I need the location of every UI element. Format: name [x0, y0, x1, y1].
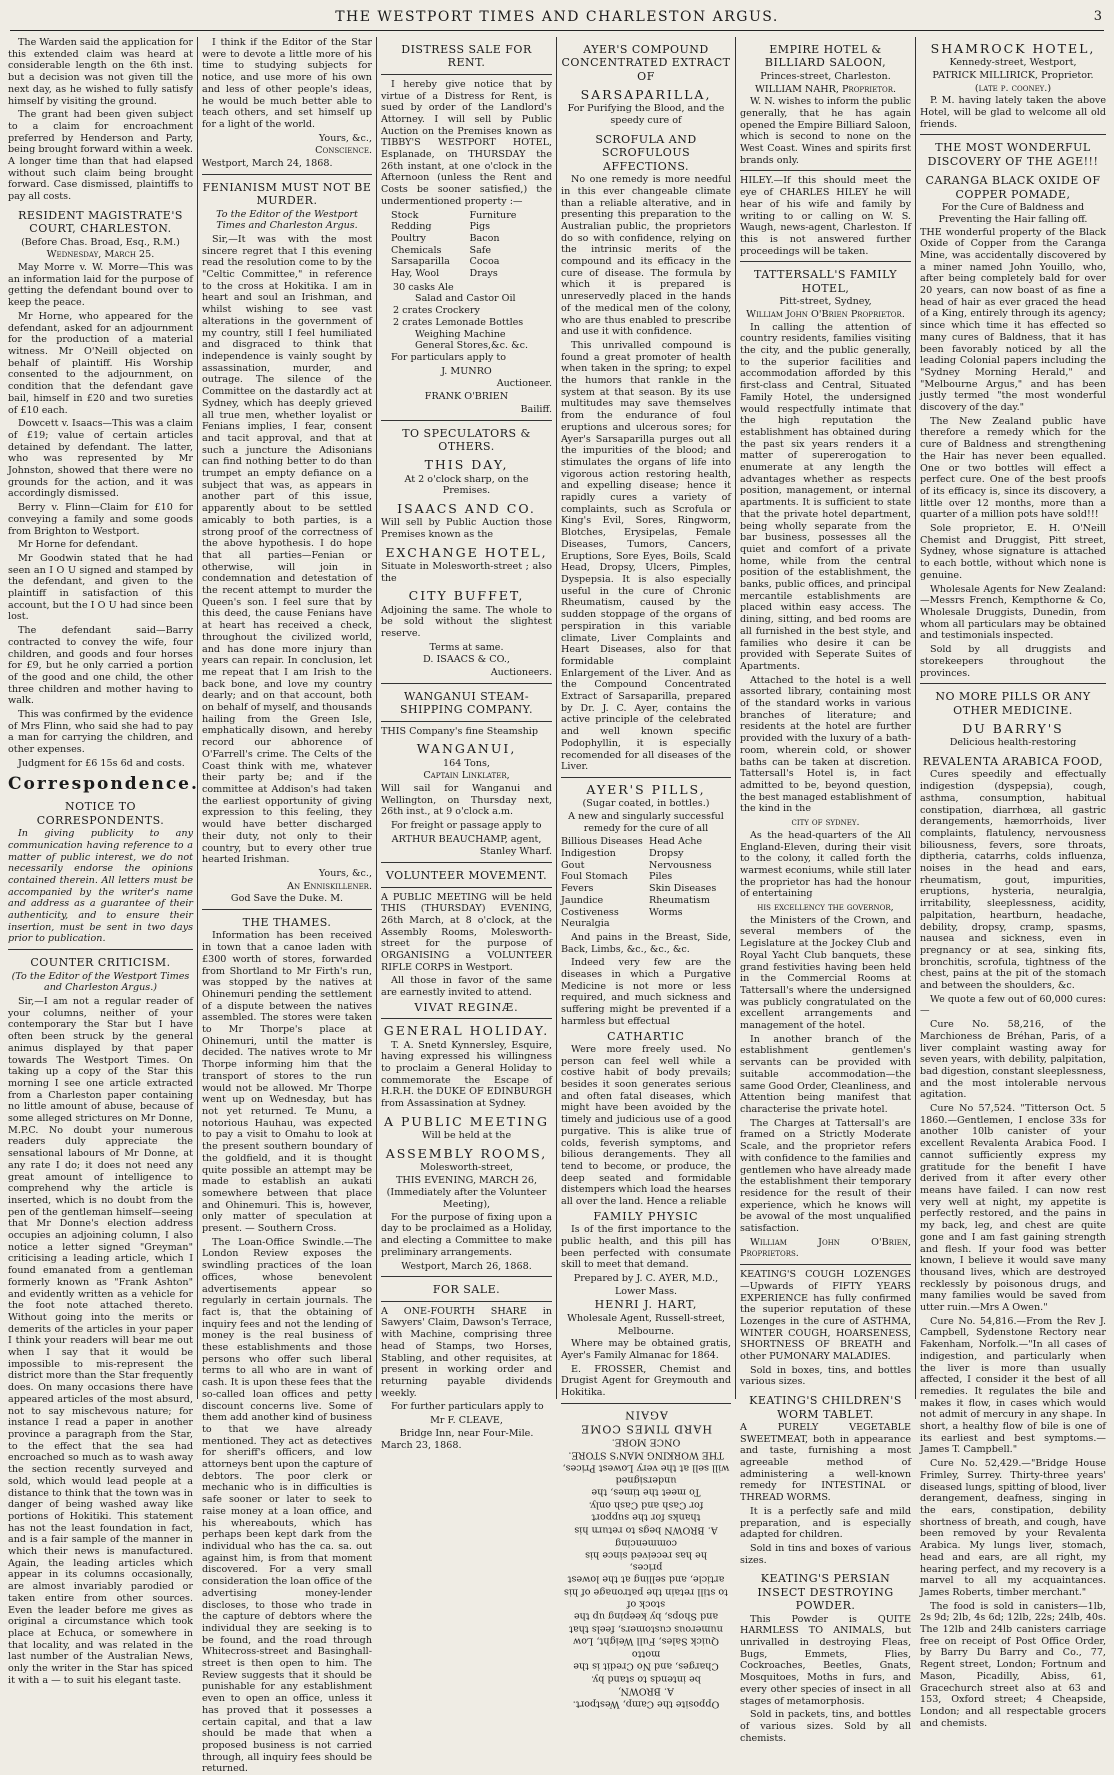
list-item: 2 crates Crockery — [393, 305, 480, 317]
paragraph: Indeed very few are the diseases in which a Purgative Medicine is not more or less required, and much sickness and suffering might be prevented if a harmless but effectual — [561, 957, 731, 1027]
list-item: Indigestion — [561, 848, 616, 860]
paragraph: All those in favor of the same are earnestly invited to attend. — [381, 975, 552, 999]
ad-line: Bridge Inn, near Four-Mile. — [399, 1427, 534, 1439]
column-5 — [740, 37, 911, 1744]
ad-line: HARD TIMES COME AGAIN — [580, 1408, 712, 1435]
paragraph: Judgment for £6 15s 6d and costs. — [18, 757, 185, 769]
ad-line: article, and selling at the lowest prices, — [567, 1561, 725, 1585]
signoff: Yours, &c., — [318, 132, 372, 144]
paragraph: Were more freely used. No person can feel well while a costive habit of body prevails; besides it soon generates serious and often fatal diseases, which might have been avoided by the timely and judicious use of a good purgative. This is alike true of colds, feverish symptoms, and bilious derangements. They all tend to become, or produce, the deep seated and formidable distempers which load the hearses all over the land. Hence a reliable — [561, 1043, 731, 1208]
ad-display-line: GENERAL HOLIDAY. — [383, 1023, 550, 1039]
ad-heading: SCROFULA AND SCROFULOUS AFFECTIONS. — [595, 132, 697, 173]
list-item: Fevers — [561, 883, 594, 895]
paragraph: Cures speedily and effectually indigestion (dyspepsia), cough, asthma, consumption, habitual constipation, diarrhœa, all gastric derangements, hæmorrhoids, liver complaints, flatulency, nervousness biliousness, fevers, sore throats, diptheria, catarrhs, colds influenza, noises in the head and ears, rheumatism, gout, impurities, eruptions, hysteria, neuralgia, irritability, sleeplessness, acidity, palpitation, heartburn, headache, debility, dropsy, cramp, spasms, nausea and sickness, even in pregnancy or at sea, sinking fits, bronchitis, scrofula, tightness of the chest, pains at the pit of the stomach and between the shoulders, &c. — [920, 769, 1106, 992]
name-line: D. ISAACS & CO., — [423, 654, 510, 666]
ad-heading: DISTRESS SALE FOR RENT. — [401, 43, 532, 70]
name-line: William John O'Brien Proprietor. — [746, 308, 905, 320]
paragraph: No one remedy is more needful in this ever changeable climate than a reliable alterative, and in presenting this preparation to the Australian public, the proprietors do so with confidence, relying on the intrinsic merits of the compound and its efficacy in the cure of disease. The formula by which it is prepared is unreservedly placed in the hands of the medical men of the colony, who are thus enabled to prescribe and use it with confidence. — [561, 174, 731, 338]
ad-heading: THE MOST WONDERFUL DISCOVERY OF THE AGE!!! — [927, 141, 1099, 168]
paragraph: Cure No. 58,216, of the Marchioness de Bréhan, Paris, of a liver complaint wasting away for seven years, with debility, palpitation, bad digestion, constant sleeplessness, and the most intolerable nervous agitation. — [920, 1019, 1106, 1101]
title-line: Stanley Wharf. — [479, 846, 552, 858]
divider — [381, 74, 552, 75]
section-heading: THE THAMES. — [242, 916, 332, 930]
paragraph: KEATING'S COUGH LOZENGES —Upwards of FIFTY YEARS EXPERIENCE has fully confirmed the superior reputation of these Lozenges in the cure of ASTHMA, WINTER COUGH, HOARSENESS, SHORTNESS OF BREATH and other PUMONARY MALADIES. — [740, 1269, 911, 1363]
paragraph: This was confirmed by the evidence of Mrs Flinn, who said she had to pay a man for carrying the children, and other expenses. — [8, 709, 193, 756]
list-item: Safe — [469, 244, 492, 256]
list-item: Foul Stomach — [561, 871, 628, 883]
list-item: Nervousness — [649, 859, 712, 871]
ad-line: Will be held at the — [421, 1130, 512, 1141]
paragraph: THIS Company's fine Steamship — [381, 725, 538, 737]
subheading: (Before Chas. Broad, Esq., R.M.) — [21, 236, 180, 248]
list-item: Neuralgia — [561, 918, 610, 930]
ad-line: his excellency the governor, — [757, 902, 894, 914]
paragraph: The food is sold in canisters—1lb, 2s 9d; 2lb, 4s 6d; 12lb, 22s; 24lb, 40s. The 12lb and 24lb canisters carriage free on receipt of Post Office Order, by Barry Du Barry and Co., 77, Regent street, London; Fortnum and Mason, Picadilly, Abiss, 61, Gracechurch street also at 63 and 153, Oxford street; 4 Cheapside, London; and all respectable grocers and chemists. — [920, 1600, 1106, 1729]
column-divider — [556, 37, 557, 1399]
list-item: Pigs — [469, 221, 491, 233]
property-list-extra — [393, 282, 552, 352]
paragraph: Sir,—I am not a regular reader of your columns, neither of your contemporary the Star but I have often been struck by the general animus displayed by that paper towards The Westport Times. On taking up a copy of the Star this morning I see one article extracted from a Charleston paper containing no little amount of abuse, because of some alleged strictures on Mr Donne, M.P.C. No doubt your numerous readers duly appreciate the sensational labours of Mr Donne, at any rate I do; it does not need any great amount of intelligence to comprehend why the article is inserted, which is no doubt from the pen of the gentleman himself—seeing that Mr Donne's election address occupies an adjoining column, I also notice a letter signed "Greyman" criticising a leading article, which I found emanated from a gentleman formerly known as "Frank Ashton" and evidently written as a vehicle for the foot note attached thereto. Without going into the merits or demerits of the articles in your paper I think your readers will bear me out when I say that it would be impossible to mis-represent the district more than the Star frequently does. On many occasions there have appeared articles of the most absurd, not to say mischevous nature; for instance I read a paper in another province a paragraph from the Star, to the effect that the sea had encroached so much as to wash away the section recently surveyed and sold, which would lead people at a distance to think that the town was in danger of being washed away like portions of Hokitiki. This statement has not the least foundation in fact, and is a fair sample of the manner in which their news is manufactured. Again, the leading articles which appear in its columns occasionally, are almost invariably parodied or taken entire from other sources. Even the leader before me gives as original a circumstance which took place at Echuca, or somewhere in that locality, and was related in the last number of the Australian News, only the writer in the Star has spiced it with a — to suit his elegant taste. — [8, 995, 193, 1686]
paragraph: the Ministers of the Crown, and several members of the Legislature at the Jockey Club and Royal Yacht Club banquets, these grand festivities having been held in the Commercial Rooms at Tattersall's where the undersigned was publicly congratulated on the excellent arrangements and management of the hotel. — [740, 914, 911, 1032]
paragraph: A ONE-FOURTH SHARE in Sawyers' Claim, Dawson's Terrace, with Machine, comprising three head of Stamps, two Horses, Stabling, and other requisites, at present in working order and returning payable dividends weekly. — [381, 1305, 552, 1399]
divider — [202, 174, 372, 175]
list-item: Head Ache — [649, 836, 703, 848]
paragraph: The New Zealand public have therefore a remedy which for the cure of Baldness and strengthening the Hair has never been equalled. One or two bottles will effect a perfect cure. One of the best proofs of its efficacy is, since its discovery, a little over 12 months, more than a quarter of a million pots have sold!!! — [920, 415, 1106, 521]
list-item: Weighing Machine — [415, 328, 506, 340]
section-heading: COUNTER CRITICISM. — [30, 956, 171, 970]
divider — [381, 1276, 552, 1277]
list-item: General Stores,&c. &c. — [415, 340, 529, 352]
paragraph: Attached to the hotel is a well assorted library, containing most of the standard works in various branches of literature; and residents at the hotel are further provided with the luxury of a bath-room, wherein cold, or shower baths can be taken at discretion. Tattersall's Hotel is, in fact admitted to be, beyond question, the best managed establishment of the kind in the — [740, 674, 911, 815]
paragraph: This unrivalled compound is found a great promoter of health when taken in the spring; to expel the humors that rankle in the system at that season. By its use multitudes may save themselves from the endurance of foul eruptions and ulcerous sores; for Ayer's Sarsaparilla purges out all the impurities of the blood; and stimulates the organs of life into vigorous action restoring health, and expelling disease; hence it rapidly cures a variety of complaints, such as Scrofula or King's Evil, Sores, Ringworm, Blotches, Erysipelas, Female Diseases, Tumors, Cancers, Eruptions, Sore Eyes, Boils, Scald Head, Dropsy, Ulcers, Pimples, Dyspepsia. It is also especially useful in the cure of Chronic Rheumatism, caused by the sudden stoppage of the organs of perspiration in this variable climate, Liver Complaints and Heart Diseases, also for that formidable complaint Enlargement of the Liver. And as the Compound Concentrated Extract of Sarsaparilla, prepared by Dr. J. C. Ayer, contains the active principle of the celebrated and well known specific Podophyllin, it is especially recomended for all diseases of the Liver. — [561, 339, 731, 773]
paragraph: Mr Goodwin stated that he had seen an I O U signed and stamped by the defendant, and given to the plaintiff in satisfaction of this account, but the I O U had since been lost. — [8, 552, 193, 623]
divider — [381, 721, 552, 722]
list-item: Rheumatism — [649, 894, 711, 906]
ad-line: and Shops, by keeping up the stock of — [573, 1598, 719, 1622]
divider — [202, 909, 372, 910]
ad-line: A. BROWN begs to return his — [574, 1524, 718, 1536]
ad-heading: TO SPECULATORS & OTHERS. — [402, 426, 531, 453]
divider — [381, 1018, 552, 1019]
list-item: Billious Diseases — [561, 836, 643, 848]
signature: Conscience. — [315, 145, 372, 157]
section-heading: FENIANISM MUST NOT BE MURDER. — [202, 180, 372, 208]
ad-line: A new and singularly successful remedy for the cure of all — [568, 810, 724, 834]
ad-line: numerous customers, feels that — [569, 1622, 723, 1634]
paragraph: Where may be obtained gratis, Ayer's Family Almanac for 1864. — [561, 1338, 731, 1361]
ad-display-line: ISAACS AND CO. — [397, 500, 536, 516]
paragraph: This Powder is QUITE HARMLESS TO ANIMALS, but unrivalled in destroying Fleas, Bugs, Emmets, Flies, Cockroaches, Beetles, Gnats, Mosquitoes, Moths in furs, and every other species of insect in all stages of metamorphosis. — [740, 1613, 911, 1707]
masthead — [0, 0, 1114, 34]
ad-display-line: AYER'S PILLS, — [586, 781, 706, 797]
divider — [381, 862, 552, 863]
dateline: Westport, March 24, 1868. — [202, 158, 333, 170]
paragraph: Berry v. Flinn—Claim for £10 for conveying a family and some goods from Brighton to Westport. — [8, 502, 193, 537]
paragraph: THE wonderful property of the Black Oxide of Copper from the Caranga Mine, was accidentally discovered by a miner named John Youillo, who, after being completely bald for over 20 years, can now boast of as fine a head of hair as ever graced the head of a King, entirely through its agency; since which time it has effected so many cures of Baldness, that it has been favorably noticed by all the leading Colonial papers including the "Sydney Morning Herald," and "Melbourne Argus," and has been justly termed "the most wonderful discovery of the day." — [920, 226, 1106, 414]
paragraph: HILEY.—If this should meet the eye of CHARLES HILEY he will hear of his wife and family by writing to or calling on W. S. Waugh, news-agent, Charleston. If this is not answered further proceedings will be taken. — [740, 175, 911, 257]
ad-line: be intends to stand by. — [591, 1672, 701, 1684]
ad-line: To meet the times, the undersigned — [591, 1474, 701, 1498]
divider — [740, 170, 911, 171]
ad-line: At 2 o'clock sharp, on the Premises. — [404, 473, 529, 497]
paragraph: For freight or passage apply to — [391, 820, 542, 832]
name-line: Mr F. CLEAVE, — [430, 1415, 503, 1427]
column-divider — [735, 37, 736, 1399]
correspondence-heading: Correspondence. — [8, 773, 199, 794]
subheading: Wednesday, March 25. — [46, 249, 155, 261]
list-item: Worms — [649, 906, 683, 918]
name-line: WILLIAM NAHR, Proprietor. — [754, 83, 897, 95]
column-3 — [381, 37, 552, 1452]
paragraph: Sole proprietor, E. H. O'Neill Chemist and Druggist, Pitt street, Sydney, whose signature is attached to each bottle, without which none is genuine. — [920, 523, 1106, 581]
notice-text: In giving publicity to any communication having reference to a matter of public interest, we do not necessarily endorse the opinions contained therein. All letters must be accompanied by the writer's name and address as a guarantee of their authenticity, and to ensure their insertion, must be sent in two days prior to publication. — [8, 828, 193, 945]
ad-line: Molesworth-street, — [420, 1161, 513, 1173]
list-item: Cocoa — [469, 256, 500, 268]
paragraph: Sold by all druggists and storekeepers throughout the provinces. — [920, 644, 1106, 679]
ad-line: THE WORKING MAN'S STORE. — [568, 1448, 724, 1460]
section-heading: NOTICE TO CORRESPONDENTS. — [36, 800, 165, 827]
paragraph: Adjoining the same. The whole to be sold without the slightest reserve. — [381, 604, 552, 639]
ad-display-line: CATHARTIC — [607, 1029, 685, 1043]
paragraph: The defendant said—Barry contracted to convey the wife, four children, and goods and four horses for £9, but he only carried a portion of the good and one child, the other three children and mother having to walk. — [8, 625, 193, 707]
paragraph: Will sell by Public Auction those Premises known as the — [381, 517, 552, 540]
ad-display-line: THIS DAY, — [424, 457, 509, 473]
paragraph: Wholesale Agents for New Zealand:—Messrs French, Kempthorne & Co, Wholesale Druggists, Dunedin, from whom all particulars may be obtained and testimonials inspected. — [920, 583, 1106, 642]
ad-display-line: SHAMROCK HOTEL, — [930, 41, 1096, 56]
subheading: (To the Editor of the Westport Times and Charleston Argus.) — [11, 970, 190, 994]
paragraph: Sold in boxes, tins, and bottles various sizes. — [740, 1364, 911, 1388]
paragraph: The Charges at Tattersall's are framed on a Strictly Moderate Scale, and the proprietor refers with confidence to the families and gentlemen who have already made the establishment their temporary residence for the result of their experience, which he knows will be avowal of the most unqualified satisfaction. — [740, 1117, 911, 1235]
ad-display-line: FAMILY PHYSIC — [593, 1209, 699, 1223]
divider — [920, 683, 1106, 684]
paragraph: Is of the first importance to the public health, and this pill has been perfected with consumate skill to meet that demand. — [561, 1224, 731, 1271]
name-line: FRANK O'BRIEN — [424, 391, 509, 403]
ad-line: Pitt-street, Sydney, — [779, 296, 872, 308]
paragraph: In calling the attention of country residents, families visiting the city, and the public generally, to the superior facilities and accommodation afforded by this first-class and Central, Situated Family Hotel, the undersigned would respectfully intimate that the high reputation the establishment has obtained during the past six years renders it a matter of supererogation to enumerate at any length the advantages whether as respects position, management, or internal apartments. It is sufficient to state that the private hotel department, being wholly separate from the bar business, possesses all the quiet and comfort of a private home, while from the central position of the establishment, the banks, public offices, and principal mercantile establishments are placed within easy access. The dining, sitting, and bed rooms are all furnished in the best style, and families who desire it can be provided with Seperate Suites of Apartments. — [740, 321, 911, 672]
ad-line: Prepared by J. C. AYER, M.D., — [573, 1273, 719, 1285]
ad-line: for Cash and Cash only. — [588, 1498, 704, 1510]
page-number: 3 — [1093, 9, 1102, 24]
list-item: Redding — [391, 221, 432, 233]
divider — [381, 1301, 552, 1302]
ad-display-line: DU BARRY'S — [962, 721, 1064, 737]
paragraph: Cure No. 52,429.—"Bridge House Frimley, Surrey. Thirty-three years' diseased lungs, spitting of blood, liver derangement, deafness, singing in the ears, constipation, debility shortness of breath, and cough, have been removed by your Revalenta Arabica. My lungs liver, stomach, head and ears, are all right, my hearing perfect, and my recovery is a marvel to all my acquaintances. James Roberts, timber merchant." — [920, 1458, 1106, 1598]
ad-line: For Purifying the Blood, and the speedy cure of — [567, 103, 725, 127]
dateline: Westport, March 26, 1868. — [401, 1260, 532, 1272]
list-item: Skin Diseases — [649, 883, 717, 895]
paragraph: We quote a few out of 60,000 cures:— — [920, 993, 1106, 1017]
ad-line: Melbourne. — [617, 1325, 675, 1337]
ad-line: to still retain the patronage of his — [564, 1585, 729, 1597]
list-item: Stock — [391, 209, 419, 221]
divider — [381, 683, 552, 684]
list-item: Salad and Castor Oil — [415, 293, 516, 305]
paragraph: The Loan-Office Swindle.—The London Review exposes the swindling practices of the loan offices, whose benevolent advertisements appear so regularly in certain journals. The fact is, that the obtaining of inquiry fees and not the lending of money is the real business of these establishments and those persons who offer such liberal terms to all who are in want of cash. It is upon these fees that the so-called loan offices and petty discount concerns live. Some of them add another kind of business to that we have already mentioned. They act as detectives for sheriff's officers, and low attorneys bent upon the capture of debtors. The poor clerk or mechanic who is in difficulties is safe sooner or later to seek to raise money at a loan office, and his whereabouts, which has perhaps been kept dark from the individual who has the ca. sa. out against him, is from that moment discovered. For a very small consideration the loan office of the advertising money-lender discloses, to those who trade in the capture of debtors where the individual they are seeking is to be found, and the road through Whitecross-street and Basinghall-street is then open to him. The Review suggests that it should be punishable for any establishment even to open an office, unless it has proved that it possesses a certain capital, and that a law should be made that when a proposed business is not carried through, all inquiry fees should be returned. — [202, 1236, 372, 1775]
divider — [740, 261, 911, 262]
column-divider — [376, 37, 377, 1399]
paragraph: Mr Horne, who appeared for the defendant, asked for an adjournment for the production of a material witness. Mr O'Neill objected on behalf of plaintiff. His Worship consented to the adjournment, on condition that the defendant gave bail, himself in £20 and two sureties of £10 each. — [8, 310, 193, 416]
divider — [381, 887, 552, 888]
paragraph: Sold in tins and boxes of various sizes. — [740, 1543, 911, 1566]
ailments-list — [561, 836, 731, 930]
inverted-advertisement — [561, 1408, 731, 1709]
paragraph: Will sail for Wanganui and Wellington, on Thursday next, 26th inst., at 9 o'clock a.m. — [381, 782, 552, 818]
list-item: Sarsaparilla — [391, 256, 450, 268]
paragraph: For particulars apply to — [391, 351, 506, 363]
paragraph: Situate in Molesworth-street ; also the — [381, 560, 552, 584]
list-item: Bacon — [469, 232, 500, 244]
ad-line: (late p. cooney.) — [974, 82, 1052, 94]
ad-display-line: EXCHANGE HOTEL, — [385, 544, 548, 560]
ad-heading: CARANGA BLACK OXIDE OF COPPER POMADE, — [925, 174, 1101, 201]
ad-line: Captain Linklater, — [423, 770, 510, 782]
ad-heading: KEATING'S CHILDREN'S WORM TABLET. — [749, 1394, 902, 1421]
paragraph: Information has been received in town that a canoe laden with £300 worth of stores, forwarded from Shortland to Mr Firth's run, was stopped by the natives at Ohinemuri pending the settlement of a dispute between the natives assembled. The stores were taken to Mr Thorpe's place at Ohinemuri, until the matter is decided. The natives wrote to Mr Thorpe informing him that the transport of stores to the run would not be allowed. Mr Thorpe went up on Wednesday, but has not yet returned. Te Munu, a notorious Hauhau, was expected to pay a visit to Omahu to look at the present southern boundary of the goldfield, and it is thought quite possible an attempt may be made to establish an aukati somewhere between that place and Ohinemuri. This is, however, only matter of speculation at present. — Southern Cross. — [202, 930, 372, 1235]
ad-display-line: CITY BUFFET, — [408, 588, 525, 604]
list-item: 30 casks Ale — [393, 281, 454, 293]
paragraph: And pains in the Breast, Side, Back, Limbs, &c., &c., &c. — [561, 931, 731, 955]
list-item: Hay, Wool — [391, 268, 440, 280]
paragraph: A PUBLIC MEETING will be held THIS (THURSDAY) EVENING, 26th March, at 8 o'clock, at the Assembly Rooms, Molesworth-street for the purpose of ORGANISING a VOLUNTEER RIFLE CORPS in Westport. — [381, 891, 552, 973]
paragraph: Cure No. 54,816.—From the Rev J. Campbell, Sydenstone Rectory near Fakenham, Norfolk.—"In all cases of indigestion, and particularly when the liver is more than usually affected, I consider it the best of all remedies. It regulates the bile and makes it flow, in cases which would not admit of mercury in any shape. In short, a healthy flow of bile is one of its earliest and best symptoms.—James T. Campbell." — [920, 1315, 1106, 1456]
ad-line: Wholesale Agent, Russell-street, — [567, 1312, 725, 1324]
list-item: Furniture — [469, 209, 517, 221]
ad-line: (Sugar coated, in bottles.) — [582, 798, 710, 810]
ad-line: For the Cure of Baldness and Preventing the Hair falling off. — [938, 202, 1088, 225]
list-item: Drays — [469, 268, 498, 280]
ad-display-line: ASSEMBLY ROOMS, — [385, 1145, 548, 1161]
ad-line: Terms at same. — [429, 641, 504, 653]
masthead-rule — [10, 30, 1104, 31]
ad-line: Lower Mass. — [614, 1285, 678, 1297]
ad-heading: NO MORE PILLS OR ANY OTHER MEDICINE. — [935, 690, 1091, 717]
paragraph: Sir,—It was with the most sincere regret that I this evening read the resolution come to by the "Celtic Committee," in reference to the cross at Hokitika. I am in heart and soul an Irishman, and whilst wishing to see vast alterations in the government of my country, still I feel humiliated and disgraced to think that independence is vainly sought by assassination, murder, and outrage. The silence of the Committee on the dastardly act at Sydney, which has deeply grieved all true men, whether loyalist or Fenians implies, I fear, consent and tacit approval, and that at such a juncture the Adisonians can find nothing better to do than trumpet an empty defiance on a subject that was, as appears in another part of this issue, apparently about to be settled amicably to both parties, is a strong proof of the correctness of the above hypothesis. I do hope that all parties—Fenian or otherwise, will join in condemnation and detestation of the recent attempt to murder the Queen's son. I feel sure that by this deed, the cause Fenians have at heart has received a check, throughout the civilized world, and has done more injury than years can repair. In conclusion, let me repeat that I am Irish to the back bone, and love my country dearly; and on that account, both on behalf of myself, and thousands hailing from the Green Isle, emphatically disown, and hereby record our abhorence of O'Farrell's crime. The Celts of the Coast think with me, whatever their party be; and if the committee at Addison's had taken the earliest opportunity of giving expression to this feeling, they would have better discharged their duty, not only to their country, but to every other true hearted Irishman. — [202, 233, 372, 866]
list-item: Costiveness — [561, 906, 619, 918]
paragraph: For further particulars apply to — [391, 1401, 544, 1413]
paragraph: W. N. wishes to inform the public generally, that he has again opened the Empire Billiard Saloon, which is second to none on the West Coast. Wines and spirits first brands only. — [740, 96, 911, 166]
name-line: PATRICK MILLIRICK, Proprietor. — [932, 69, 1094, 81]
divider — [740, 1264, 911, 1265]
ad-display-line: VIVAT REGINÆ. — [414, 1000, 519, 1014]
divider — [920, 134, 1106, 135]
ad-heading: WANGANUI STEAM-SHIPPING COMPANY. — [399, 689, 534, 717]
ad-line: Princes-street, Charleston. — [760, 70, 891, 82]
ad-line: thanks for the support — [591, 1511, 701, 1523]
newspaper-title: THE WESTPORT TIMES AND CHARLESTON ARGUS. — [335, 9, 779, 25]
list-item: Chemicals — [391, 244, 442, 256]
paragraph: P. M. having lately taken the above Hotel, will be glad to welcome all old friends. — [920, 95, 1106, 130]
ad-line: ONCE MORE. — [611, 1436, 681, 1448]
column-2 — [202, 37, 372, 1775]
ad-line: he has received since his commencing — [585, 1536, 707, 1560]
paragraph: In another branch of the establishment gentlemen's servants can be provided with suitable accommodation—the same Good Order, Cleanliness, and Attention being manifest that characterise the private hotel. — [740, 1033, 911, 1115]
ad-line: Delicious health-restoring — [949, 737, 1077, 749]
signature: An Enniskillener. — [287, 880, 372, 892]
paragraph: For the purpose of fixing upon a day to be proclaimed as a Holiday, and electing a Committee to make preliminary arrangements. — [381, 1211, 552, 1258]
ad-line: Kennedy-street, Westport, — [949, 57, 1077, 69]
section-heading: RESIDENT MAGISTRATE'S COURT, CHARLESTON. — [18, 208, 183, 236]
ad-line: THIS EVENING, MARCH 26, — [395, 1174, 538, 1186]
list-item: Piles — [649, 871, 673, 883]
list-item: 2 crates Lemonade Bottles — [393, 316, 524, 328]
ad-line: Opposite the Camp, Westport. — [572, 1698, 720, 1710]
ad-display-line: WANGANUI, — [416, 741, 517, 757]
paragraph: Cure No 57,524. "Titterson Oct. 5 1860.—Gentlemen, I enclose 33s for another 10lb canister of your excellent Revalenta Arabica Food. I cannot sufficiently express my gratitude for the benefit I have derived from it after every other means have failed. I can now rest very well at night, my appetite is perfectly restored, and the pains in my back, leg, and chest are quite gone and I am fast gaining strength and flesh. If your food was better known, I believe it would save many thousand lives, which are destroyed recklessly by poisonous drugs, and many families would be saved from utter ruin.—Mrs A Owen." — [920, 1103, 1106, 1314]
ad-heading: AYER'S COMPOUND CONCENTRATED EXTRACT OF — [561, 43, 731, 83]
column-1 — [8, 37, 199, 1686]
column-divider — [915, 37, 916, 1399]
list-item: Poultry — [391, 232, 426, 244]
ad-line: Charges, and No Credit is the motto — [573, 1648, 719, 1671]
paragraph: Mr Horne for defendant. — [18, 539, 139, 551]
title-line: Auctioneers. — [490, 667, 552, 679]
property-list — [391, 210, 542, 280]
list-item: Jaundice — [561, 894, 604, 906]
paragraph: I think if the Editor of the Star were to devote a little more of his time to studying subjects for notice, and use more of his own and less of other people's ideas, he would be much better able to teach others, and set himself up for a light of the world. — [202, 37, 372, 130]
ad-line: 164 Tons, — [443, 757, 490, 769]
paragraph: The Warden said the application for this extended claim was heard at considerable length on the 6th inst. but a decision was not given till the next day, as he wished to fully satisfy himself by visiting the ground. — [8, 37, 193, 107]
ad-line: (Immediately after the Volunteer Meeting), — [386, 1187, 547, 1211]
ad-display-line: SARSAPARILLA, — [580, 87, 712, 103]
name-line: J. MUNRO — [441, 365, 492, 377]
ad-heading: TATTERSALL'S FAMILY HOTEL, — [753, 268, 897, 295]
ad-heading: KEATING'S PERSIAN INSECT DESTROYING POWDER. — [757, 1572, 894, 1613]
divider — [561, 777, 731, 778]
ad-heading: VOLUNTEER MOVEMENT. — [385, 869, 548, 883]
title-line: Auctioneer. — [496, 378, 552, 390]
list-item: Gout — [561, 859, 585, 871]
divider — [561, 1403, 731, 1404]
signoff: Yours, &c., — [318, 867, 372, 879]
divider — [381, 420, 552, 421]
ad-line: Quick Sales, Full Weight, Low — [573, 1635, 719, 1647]
list-item — [649, 918, 731, 930]
paragraph: Dowcett v. Isaacs—This was a claim of £19; value of certain articles detained by defendant. The latter, who was represented by Mr Johnston, showed that there were no grounds for the action, and it was accordingly dismissed. — [8, 418, 193, 500]
ad-line: city of sydney. — [791, 817, 860, 829]
paragraph: A PURELY VEGETABLE SWEETMEAT, both in appearance and taste, furnishing a most agreeable method of administering a well-known remedy for INTESTINAL or THREAD WORMS. — [740, 1421, 911, 1504]
column-4 — [561, 37, 731, 1710]
ad-display-line: A PUBLIC MEETING — [384, 1113, 549, 1129]
ad-heading: FOR SALE. — [432, 1283, 501, 1297]
column-6 — [920, 37, 1106, 1729]
signature: William John O'Brien, Proprietors. — [740, 1236, 911, 1260]
paragraph: Sold in packets, tins, and bottles of various sizes. Sold by all chemists. — [740, 1709, 911, 1744]
paragraph: As the head-quarters of the All England-Eleven, during their visit to the colony, it called forth the warmest econiums, while still later the proprietor has had the honour of entertaining — [740, 829, 911, 900]
paragraph: I hereby give notice that by virtue of a Distress for Rent, is sued by order of the Landlord's Attorney. I will sell by Public Auction on the Premises known as TIBBY'S WESTPORT HOTEL, Esplanade, on THURSDAY the 26th instant, at one o'clock in the Afternoon (unless the Rent and Costs be sooner satisfied,) the undermentioned property :— — [381, 78, 552, 207]
dateline: March 23, 1868. — [381, 1440, 462, 1452]
column-divider — [197, 37, 198, 1399]
subheading: To the Editor of the Westport Times and Charleston Argus. — [216, 208, 358, 232]
ad-heading: REVALENTA ARABICA FOOD, — [922, 754, 1104, 768]
ad-line: will sell at the very Lowest Prices, — [562, 1461, 730, 1473]
paragraph: May Morre v. W. Morre—This was an information laid for the purpose of getting the defendant bound over to keep the peace. — [8, 262, 193, 309]
name-line: ARTHUR BEAUCHAMP, agent, — [391, 833, 542, 845]
list-item: Dropsy — [649, 848, 684, 860]
paragraph: E. FROSSER, Chemist and Drugist Agent for Greymouth and Hokitika. — [561, 1363, 731, 1399]
ad-heading: EMPIRE HOTEL & BILLIARD SALOON, — [764, 43, 887, 70]
paragraph: It is a perfectly safe and mild preparation, and is especially adapted for children. — [740, 1505, 911, 1541]
ad-line: A. BROWN, — [618, 1685, 674, 1697]
divider — [8, 949, 193, 950]
paragraph: T. A. Snetd Kynnersley, Esquire, having expressed his willingness to proclaim a General Holiday to commemorate the Escape of H.R.H. the DUKE OF EDINBURGH from Assassination at Sydney. — [381, 1039, 552, 1110]
name-line: HENRI J. HART, — [594, 1298, 698, 1312]
closing-line: God Save the Duke. M. — [230, 893, 344, 905]
title-line: Bailiff. — [520, 403, 552, 415]
paragraph: The grant had been given subject to a claim for encroachment preferred by Henderson and Party, being brought forward within a week. A longer time than that had elapsed without such claim being brought forward. Case dismissed, plaintiffs to pay all costs. — [8, 109, 193, 203]
